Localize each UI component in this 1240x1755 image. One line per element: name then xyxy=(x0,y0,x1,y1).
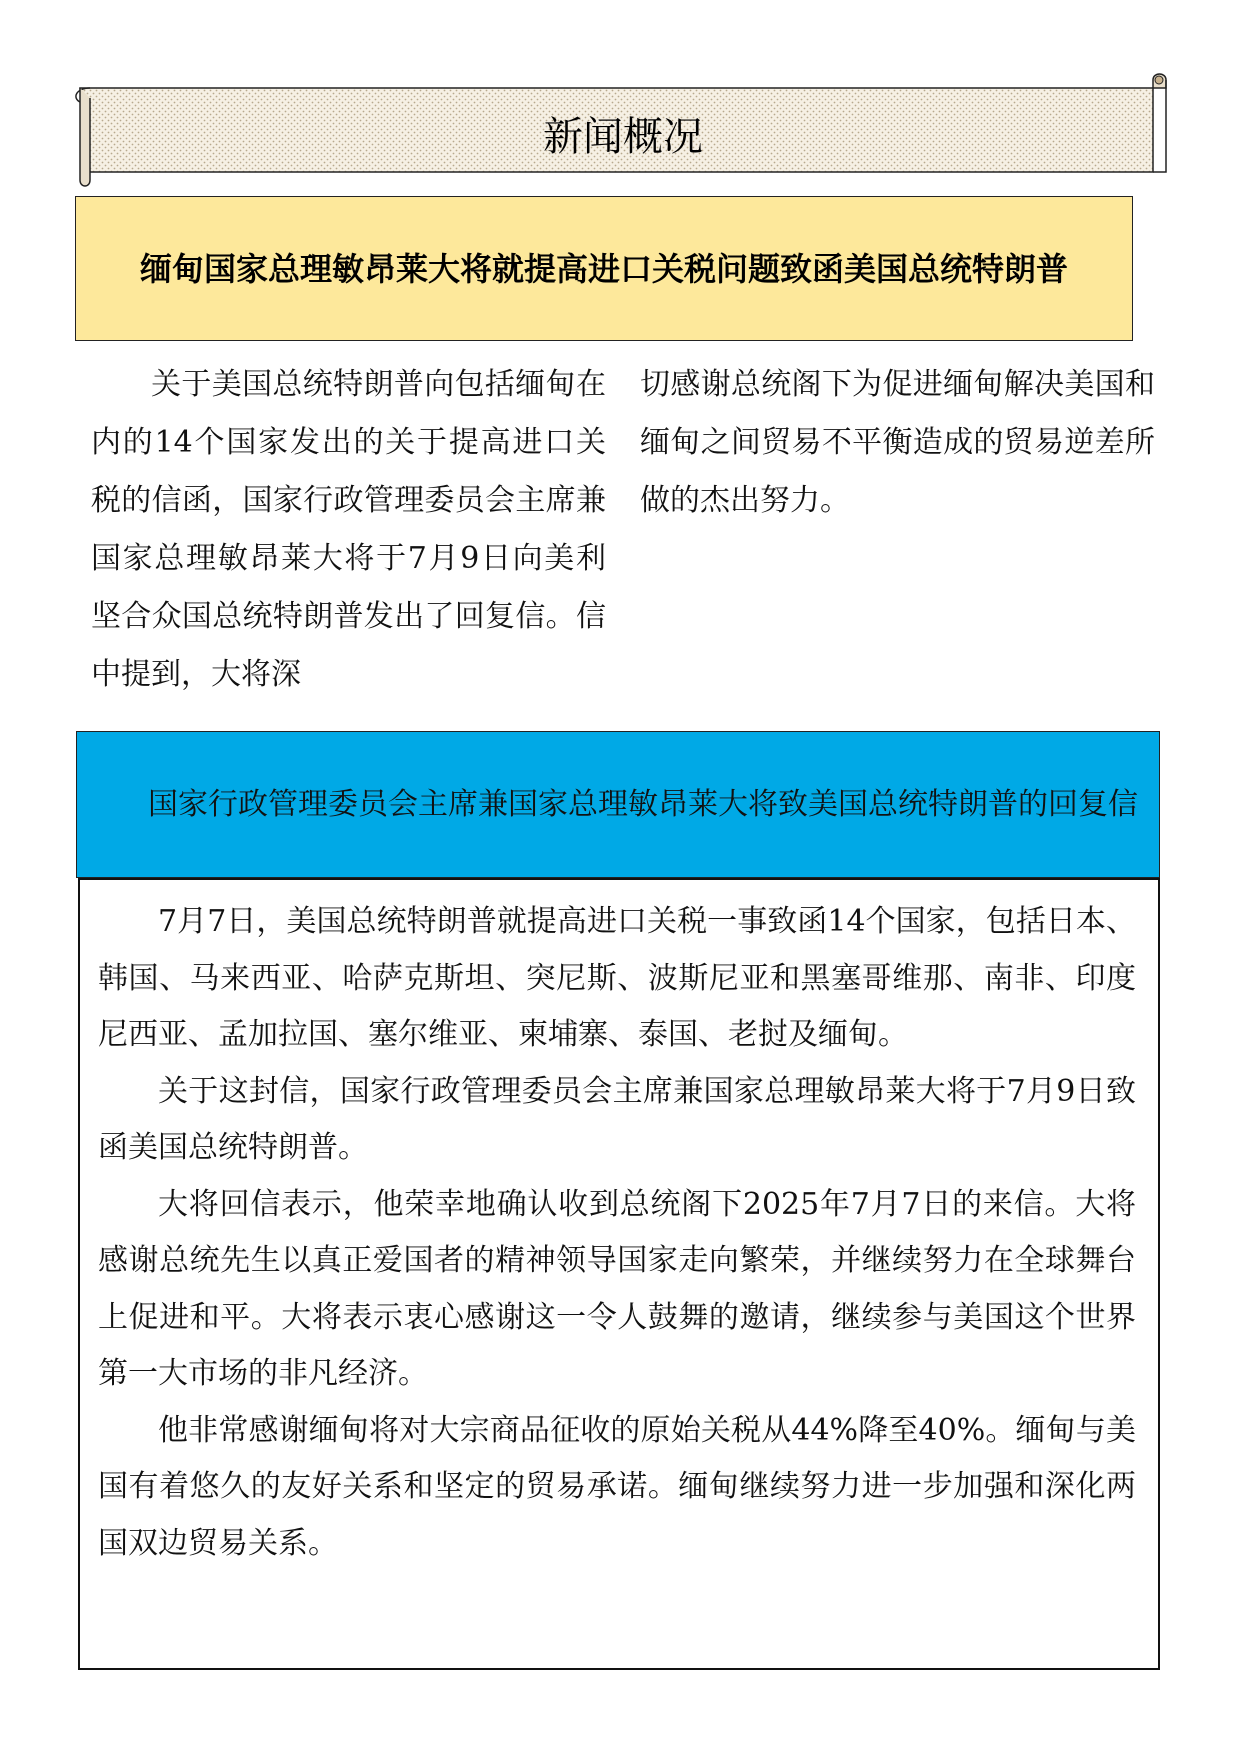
letter-body-box xyxy=(78,878,1160,1670)
news-overview-banner xyxy=(68,68,1178,196)
headline-box xyxy=(75,196,1133,341)
headline-title: 缅甸国家总理敏昂莱大将就提高进口关税问题致函美国总统特朗普 xyxy=(139,249,1068,288)
subhead-title: 国家行政管理委员会主席兼国家总理敏昂莱大将致美国总统特朗普的回复信 xyxy=(148,786,1138,822)
body-paragraph: 大将回信表示，他荣幸地确认收到总统阁下2025年7月7日的来信。大将感谢总统先生以真正爱国者的精神领导国家走向繁荣，并继续努力在全球舞台上促进和平。大将表示衷心感谢这一令人鼓舞的邀请，继续参与美国这个世界第一大市场的非凡经济。 xyxy=(98,1186,1136,1391)
body-paragraph: 关于这封信，国家行政管理委员会主席兼国家总理敏昂莱大将于7月9日致函美国总统特朗普。 xyxy=(98,1073,1136,1165)
intro-right-text: 切感谢总统阁下为促进缅甸解决美国和缅甸之间贸易不平衡造成的贸易逆差所做的杰出努力。 xyxy=(640,367,1155,518)
subhead-box xyxy=(76,731,1160,878)
intro-left-text: 关于美国总统特朗普向包括缅甸在内的14个国家发出的关于提高进口关税的信函，国家行政管理委员会主席兼国家总理敏昂莱大将于7月9日向美利坚合众国总统特朗普发出了回复信。信中提到，大将深 xyxy=(91,367,606,692)
intro-right-column xyxy=(640,356,1155,530)
body-paragraph: 7月7日，美国总统特朗普就提高进口关税一事致函14个国家，包括日本、韩国、马来西亚、哈萨克斯坦、突尼斯、波斯尼亚和黑塞哥维那、南非、印度尼西亚、孟加拉国、塞尔维亚、柬埔寨、泰国、老挝及缅甸。 xyxy=(98,904,1136,1052)
intro-left-column xyxy=(91,356,606,696)
body-paragraph: 他非常感谢缅甸将对大宗商品征收的原始关税从44%降至40%。缅甸与美国有着悠久的友好关系和坚定的贸易承诺。缅甸继续努力进一步加强和深化两国双边贸易关系。 xyxy=(98,1412,1136,1561)
banner-title: 新闻概况 xyxy=(543,113,703,160)
